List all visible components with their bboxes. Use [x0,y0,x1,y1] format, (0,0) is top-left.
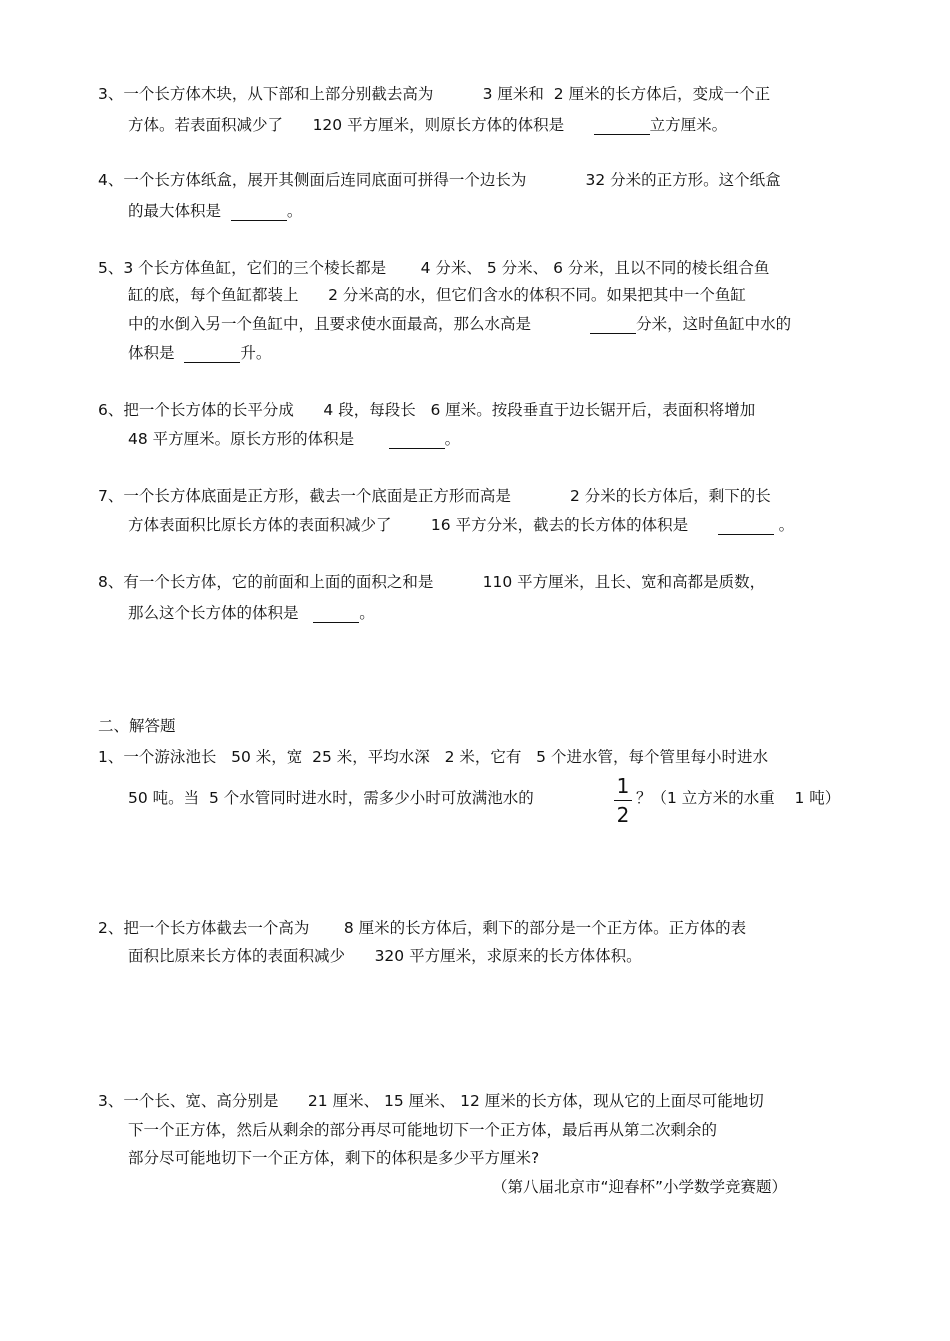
q4-text-b: 。 [286,202,303,220]
q5-line-4 [128,343,271,363]
q3-text-b: 立方厘米。 [649,116,728,134]
q4-line-1: 4、一个长方体纸盒，展开其侧面后连同底面可拼得一个边长为 32 分米的正方形。这个纸盒 [98,171,781,189]
q4-text-a: 的最大体积是 [128,202,231,220]
q7-text-a: 方体表面积比原长方体的表面积减少了 16 平方分米，截去的长方体的体积是 [128,516,718,534]
answer-blank[interactable] [313,604,359,623]
q6-text-b: 。 [444,430,461,448]
q8-line-1: 8、有一个长方体，它的前面和上面的面积之和是 110 平方厘米，且长、宽和高都是质数， [98,573,766,591]
answer-blank[interactable] [590,315,636,334]
fraction-denominator: 2 [616,803,630,827]
q7-line-2 [128,515,794,535]
fraction-one-half [612,774,634,827]
sq3-line-3: 部分尽可能地切下一个正方体，剩下的体积是多少平方厘米? [128,1149,540,1167]
q5-line-1: 5、3 个长方体鱼缸，它们的三个棱长都是 4 分米、 5 分米、 6 分米，且以不同的棱长组合鱼 [98,259,770,277]
q5-line-2: 缸的底，每个鱼缸都装上 2 分米高的水，但它们含水的体积不同。如果把其中一个鱼缸 [128,286,746,304]
sq3-line-1: 3、一个长、宽、高分别是 21 厘米、 15 厘米、 12 厘米的长方体，现从它的上面尽可能地切 [98,1092,764,1110]
answer-blank[interactable] [231,202,287,221]
q3-line-2 [128,115,727,135]
q5-text-c: 体积是 [128,344,185,362]
sq2-line-1: 2、把一个长方体截去一个高为 8 厘米的长方体后，剩下的部分是一个正方体。正方体的表 [98,919,747,937]
fraction-numerator: 1 [616,774,630,798]
q5-text-d: 升。 [240,344,272,362]
fraction-bar [614,800,632,801]
answer-blank[interactable] [389,430,445,449]
sq2-line-2: 面积比原来长方体的表面积减少 320 平方厘米，求原来的长方体体积。 [128,947,642,965]
section-heading: 二、解答题 [98,717,176,735]
answer-blank[interactable] [718,516,774,535]
q8-text-b: 。 [359,604,375,622]
q3-text-a: 方体。若表面积减少了 120 平方厘米，则原长方体的体积是 [128,116,594,134]
q3-line-1: 3、一个长方体木块，从下部和上部分别截去高为 3 厘米和 2 厘米的长方体后，变成一个正 [98,85,771,103]
q8-line-2 [128,603,375,623]
sq1-line-1: 1、一个游泳池长 50 米，宽 25 米，平均水深 2 米，它有 5 个进水管，每个管里每小时进水 [98,748,768,766]
q8-text-a: 那么这个长方体的体积是 [128,604,314,622]
q4-line-2 [128,201,302,221]
q5-text-a: 中的水倒入另一个鱼缸中，且要求使水面最高，那么水高是 [128,315,591,333]
q7-text-b: 。 [773,516,795,534]
q5-text-b: 分米，这时鱼缸中水的 [636,315,792,333]
q6-line-1: 6、把一个长方体的长平分成 4 段，每段长 6 厘米。按段垂直于边长锯开后，表面积将增加 [98,401,756,419]
q6-text-a: 48 平方厘米。原长方形的体积是 [128,430,389,448]
answer-blank[interactable] [594,116,650,135]
sq1-line-2b: ？（1 立方米的水重 1 吨） [636,789,841,807]
answer-blank[interactable] [184,344,240,363]
sq3-line-2: 下一个正方体，然后从剩余的部分再尽可能地切下一个正方体，最后再从第二次剩余的 [128,1121,718,1139]
sq1-line-2a: 50 吨。当 5 个水管同时进水时，需多少小时可放满池水的 [128,789,534,807]
q5-line-3 [128,314,791,334]
q7-line-1: 7、一个长方体底面是正方形，截去一个底面是正方形而高是 2 分米的长方体后，剩下的长 [98,487,771,505]
source-citation: （第八届北京市“迎春杯”小学数学竞赛题） [492,1178,788,1196]
q6-line-2 [128,429,460,449]
